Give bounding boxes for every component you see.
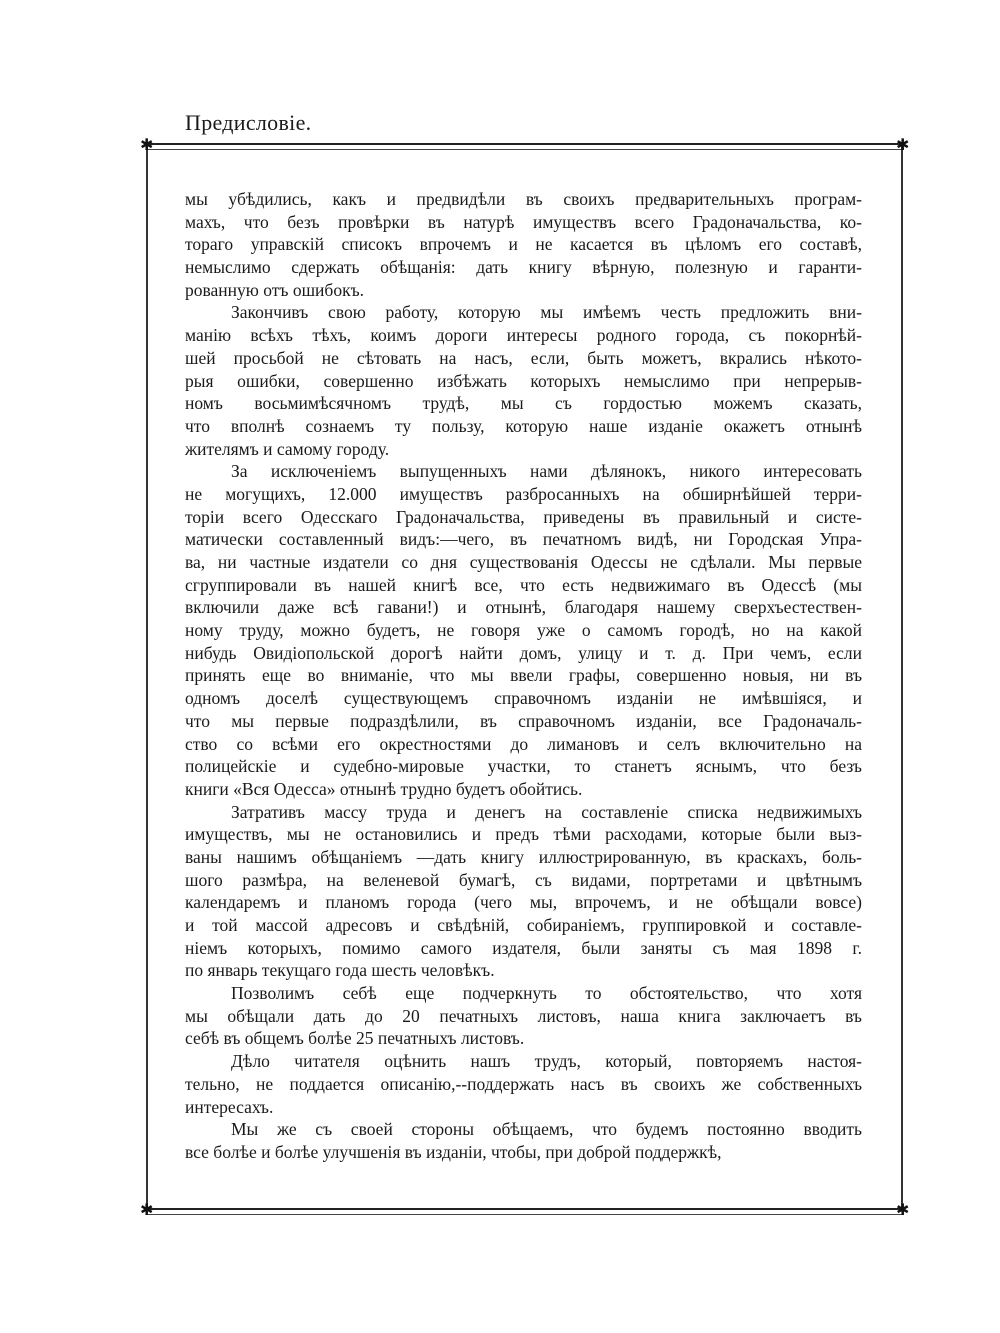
text-line: ваны нашимъ обѣщаніемъ —дать книгу иллюстрированную, въ краскахъ, боль-: [185, 846, 862, 867]
text-line: ніемъ которыхъ, помимо самого издателя, были заняты съ мая 1898 г.: [185, 937, 862, 958]
text-line: Затративъ массу труда и денегъ на составленіе списка недвижимыхъ: [231, 801, 862, 822]
text-line: матически составленный видъ:—чего, въ печатномъ видѣ, ни Городская Упра-: [185, 529, 862, 550]
text-line: манію всѣхъ тѣхъ, коимъ дороги интересы родного города, съ покорнѣй-: [185, 325, 862, 346]
corner-ornament-icon: ✱: [896, 137, 910, 154]
text-line: календаремъ и планомъ города (чего мы, впрочемъ, и не обѣщали вовсе): [185, 892, 862, 913]
text-line: тораго управскій списокъ впрочемъ и не касается въ цѣломъ его составѣ,: [185, 234, 862, 255]
paragraph: [185, 1118, 862, 1163]
text-line: полицейскіе и судебно-мировые участки, то станетъ яснымъ, что безъ: [185, 756, 862, 777]
text-line: ному труду, можно будетъ, не говоря уже о самомъ городѣ, но на какой: [185, 620, 862, 641]
text-line: рованную отъ ошибокъ.: [185, 279, 364, 300]
frame-top-rule: [146, 143, 904, 150]
text-line: Позволимъ себѣ еще подчеркнуть то обстоятельство, что хотя: [231, 983, 862, 1004]
corner-ornament-icon: ✱: [140, 1202, 154, 1219]
body-text: [185, 188, 862, 1164]
text-line: и той массой адресовъ и свѣдѣній, собираніемъ, группировкой и составле-: [185, 915, 862, 935]
text-line: торіи всего Одесскаго Градоначальства, приведены въ правильный и систе-: [185, 506, 862, 527]
text-line: жителямъ и самому городу.: [185, 438, 390, 459]
frame-left-rule: [146, 146, 148, 1210]
text-line: Дѣло читателя оцѣнить нашъ трудъ, который, повторяемъ настоя-: [231, 1051, 862, 1072]
paragraph: [185, 801, 862, 983]
text-line: За исключеніемъ выпущенныхъ нами дѣлянокъ, никого интересовать: [231, 461, 862, 482]
text-line: принять еще во вниманіе, что мы ввели графы, совершенно новыя, ни въ: [185, 665, 862, 686]
paragraph: [185, 982, 862, 1050]
corner-ornament-icon: ✱: [140, 137, 154, 154]
text-line: одномъ доселѣ существующемъ справочномъ изданіи не имѣвшіяся, и: [185, 688, 862, 709]
text-line: имуществъ, мы не остановились и предъ тѣми расходами, которые были выз-: [185, 824, 862, 845]
text-line: рыя ошибки, совершенно избѣжать которыхъ немыслимо при непрерыв-: [185, 370, 862, 391]
paragraph: [185, 1050, 862, 1118]
frame-right-rule: [901, 146, 903, 1210]
text-line: все болѣе и болѣе улучшенія въ изданіи, чтобы, при доброй поддержкѣ,: [185, 1141, 722, 1162]
text-line: нибудь Овидіопольской дорогѣ найти домъ, улицу и т. д. При чемъ, если: [185, 642, 862, 663]
text-line: Мы же съ своей стороны обѣщаемъ, что будемъ постоянно вводить: [231, 1119, 862, 1140]
text-line: не могущихъ, 12.000 имуществъ разбросанныхъ на обширнѣйшей терри-: [185, 483, 862, 504]
text-line: ва, ни частные издатели со дня существованія Одессы не сдѣлали. Мы первые: [185, 552, 862, 572]
text-line: ство со всѣми его окрестностями до лимановъ и селъ включительно на: [185, 733, 862, 754]
paragraph: [185, 460, 862, 800]
text-line: Закончивъ свою работу, которую мы имѣемъ честь предложить вни-: [231, 302, 862, 323]
text-line: книги «Вся Одесса» отнынѣ трудно будетъ обойтись.: [185, 778, 583, 799]
paragraph: [185, 188, 862, 301]
text-line: тельно, не поддается описанію,--поддержать насъ въ своихъ же собственныхъ: [185, 1073, 862, 1094]
frame-bottom-rule: [146, 1208, 904, 1215]
text-line: шого размѣра, на веленевой бумагѣ, съ видами, портретами и цвѣтнымъ: [185, 869, 862, 890]
text-line: мы обѣщали дать до 20 печатныхъ листовъ, наша книга заключаетъ въ: [185, 1005, 862, 1026]
text-line: шей просьбой не сѣтовать на насъ, если, быть можетъ, вкрались нѣкото-: [185, 347, 862, 368]
text-line: себѣ въ общемъ болѣе 25 печатныхъ листовъ.: [185, 1028, 525, 1049]
page-title: Предисловіе.: [185, 110, 312, 135]
text-line: махъ, что безъ провѣрки въ натурѣ имуществъ всего Градоначальства, ко-: [185, 211, 862, 232]
text-line: интересахъ.: [185, 1096, 274, 1117]
text-line: номъ восьмимѣсячномъ трудѣ, мы съ гордостью можемъ сказать,: [185, 393, 862, 414]
text-line: по январь текущаго года шесть человѣкъ.: [185, 960, 495, 981]
corner-ornament-icon: ✱: [896, 1202, 910, 1219]
text-line: включили даже всѣ гавани!) и отнынѣ, благодаря нашему сверхъестествен-: [185, 597, 862, 618]
text-line: сгруппировали въ нашей книгѣ все, что есть недвижимаго въ Одессѣ (мы: [185, 574, 862, 595]
text-line: немыслимо сдержать обѣщанія: дать книгу вѣрную, полезную и гаранти-: [185, 257, 862, 278]
paragraph: [185, 301, 862, 460]
text-line: мы убѣдились, какъ и предвидѣли въ своихъ предварительныхъ програм-: [185, 189, 862, 209]
text-line: что вполнѣ сознаемъ ту пользу, которую наше изданіе окажетъ отнынѣ: [185, 415, 862, 436]
text-line: что мы первые подраздѣлили, въ справочномъ изданіи, все Градоначаль-: [185, 710, 862, 731]
